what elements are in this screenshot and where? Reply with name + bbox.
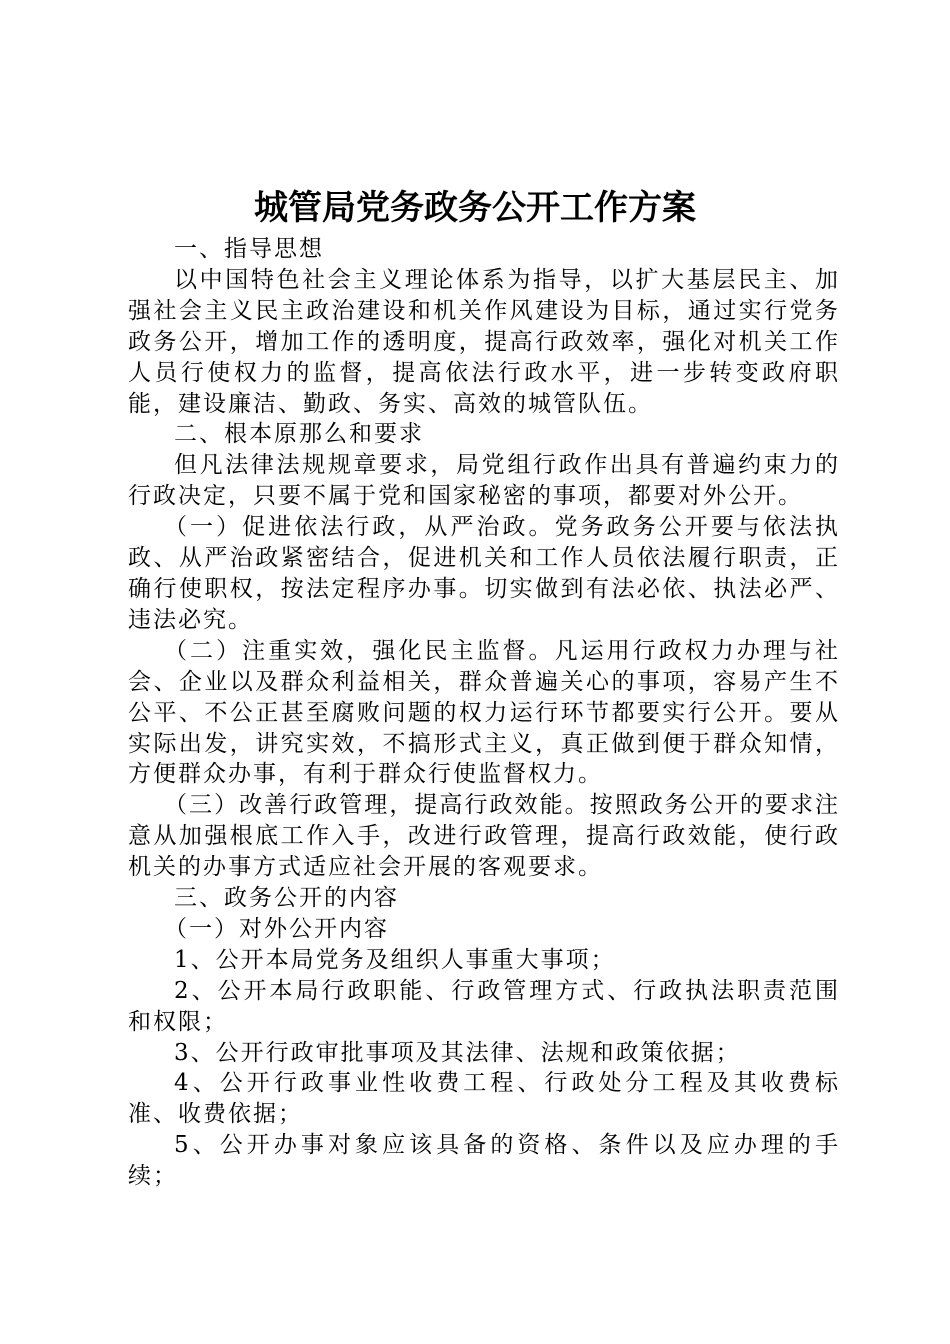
paragraph-principles: 但凡法律法规规章要求，局党组行政作出具有普遍约束力的行政决定，只要不属于党和国家秘密的事项，都要对外公开。 [128, 452, 840, 510]
list-item: 2、公开本局行政职能、行政管理方式、行政执法职责范围和权限； [128, 977, 840, 1035]
list-item: 4、公开行政事业性收费工程、行政处分工程及其收费标准、收费依据； [128, 1070, 840, 1128]
document-body [128, 234, 840, 1192]
subsection-heading-external: （一）对外公开内容 [164, 915, 389, 942]
list-item: 3、公开行政审批事项及其法律、法规和政策依据； [174, 1039, 741, 1066]
section-heading-principles: 二、根本原那么和要求 [174, 421, 424, 448]
list-item: 5、公开办事对象应该具备的资格、条件以及应办理的手续； [128, 1132, 840, 1190]
paragraph-principle-3: （三）改善行政管理，提高行政效能。按照政务公开的要求注意从加强根底工作入手，改进行政管理，提高行政效能，使行政机关的办事方式适应社会开展的客观要求。 [128, 792, 840, 881]
paragraph-guiding-thought: 以中国特色社会主义理论体系为指导，以扩大基层民主、加强社会主义民主政治建设和机关作风建设为目标，通过实行党务政务公开，增加工作的透明度，提高行政效率，强化对机关工作人员行使权力的监督，提高依法行政水平，进一步转变政府职能，建设廉洁、勤政、务实、高效的城管队伍。 [128, 266, 840, 417]
document-title: 城管局党务政务公开工作方案 [254, 188, 696, 228]
section-heading-content: 三、政务公开的内容 [174, 885, 399, 912]
list-item: 1、公开本局党务及组织人事重大事项； [174, 946, 616, 973]
paragraph-principle-1: （一）促进依法行政，从严治政。党务政务公开要与依法执政、从严治政紧密结合，促进机关和工作人员依法履行职责，正确行使职权，按法定程序办事。切实做到有法必依、执法必严、违法必究。 [128, 514, 840, 633]
section-heading-guiding-thought: 一、指导思想 [174, 236, 324, 262]
paragraph-principle-2: （二）注重实效，强化民主监督。凡运用行政权力办理与社会、企业以及群众利益相关，群众普遍关心的事项，容易产生不公平、不公正甚至腐败问题的权力运行环节都要实行公开。要从实际出发，讲究实效，不搞形式主义，真正做到便于群众知情，方便群众办事，有利于群众行使监督权力。 [128, 637, 840, 788]
